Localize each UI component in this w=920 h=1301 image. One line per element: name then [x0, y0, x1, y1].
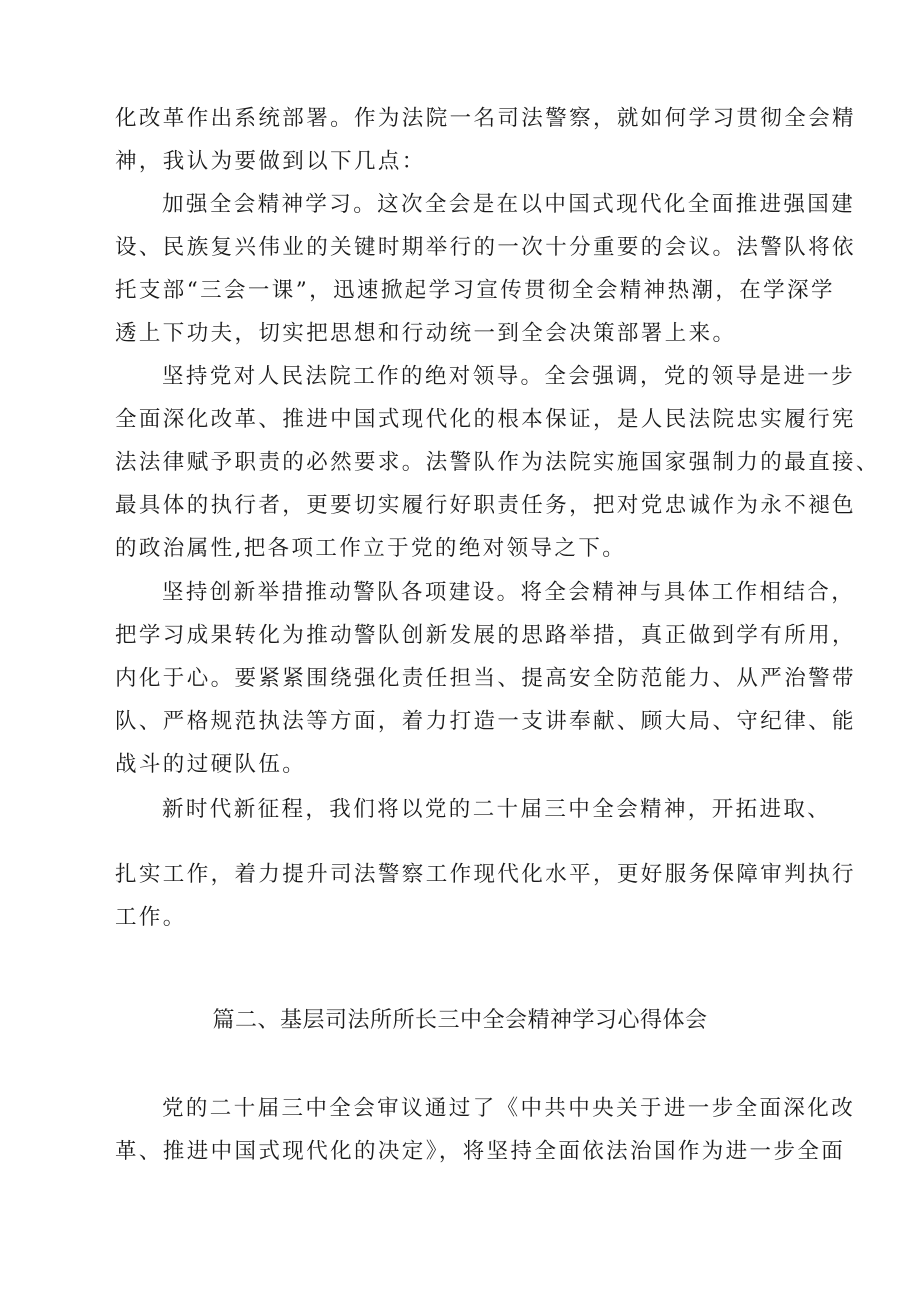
paragraph-line: 新时代新征程，我们将以党的二十届三中全会精神，开拓进取、: [162, 797, 832, 822]
paragraph-line: 革、推进中国式现代化的决定》，将坚持全面依法治国作为进一步全面: [115, 1139, 846, 1164]
paragraph-line: 最具体的执行者，更要切实履行好职责任务，把对党忠诚作为永不褪色: [115, 493, 856, 518]
paragraph-line: 工作。: [115, 905, 187, 930]
paragraph-line: 的政治属性,把各项工作立于党的绝对领导之下。: [115, 536, 627, 561]
paragraph-line: 战斗的过硬队伍。: [115, 752, 307, 777]
paragraph-line: 透上下功夫，切实把思想和行动统一到全会决策部署上来。: [115, 321, 737, 346]
paragraph-line: 坚持党对人民法院工作的绝对领导。全会强调，党的领导是进一步: [162, 364, 856, 389]
paragraph-line: 设、民族复兴伟业的关键时期举行的一次十分重要的会议。法警队将依: [115, 235, 856, 260]
paragraph-line: 全面深化改革、推进中国式现代化的根本保证，是人民法院忠实履行宪: [115, 407, 856, 432]
paragraph-line: 把学习成果转化为推动警队创新发展的思路举措，真正做到学有所用，: [115, 623, 856, 648]
paragraph-line: 坚持创新举措推动警队各项建设。将全会精神与具体工作相结合，: [162, 580, 856, 605]
paragraph-line: 化改革作出系统部署。作为法院一名司法警察，就如何学习贯彻全会精: [115, 106, 856, 131]
section-heading: 篇二、基层司法所所长三中全会精神学习心得体会: [212, 1008, 708, 1033]
paragraph-line: 内化于心。要紧紧围绕强化责任担当、提高安全防范能力、从严治警带: [115, 666, 856, 691]
paragraph-line: 法法律赋予职责的必然要求。法警队作为法院实施国家强制力的最直接、: [115, 450, 880, 475]
paragraph-line: 扎实工作，着力提升司法警察工作现代化水平，更好服务保障审判执行: [115, 862, 856, 887]
paragraph-line: 队、严格规范执法等方面，着力打造一支讲奉献、顾大局、守纪律、能: [115, 709, 856, 734]
paragraph-line: 党的二十届三中全会审议通过了《中共中央关于进一步全面深化改: [162, 1096, 856, 1121]
paragraph-line: 神，我认为要做到以下几点：: [115, 149, 426, 174]
paragraph-line: 托支部“三会一课”，迅速掀起学习宣传贯彻全会精神热潮，在学深学: [115, 278, 835, 303]
paragraph-line: 加强全会精神学习。这次全会是在以中国式现代化全面推进强国建: [162, 192, 856, 217]
